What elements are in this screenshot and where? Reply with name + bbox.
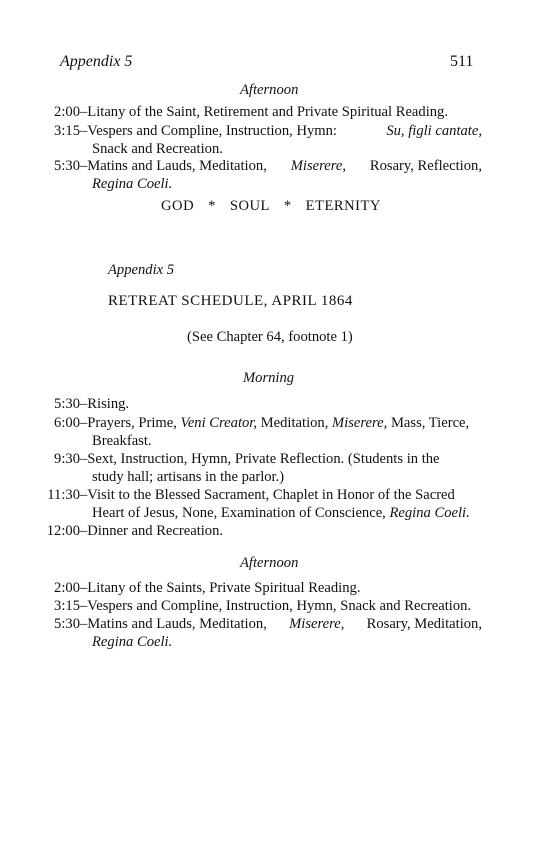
schedule-entry: 5:30–Matins and Lauds, Meditation, Miserere, Rosary, Meditation, Regina Coeli. (40, 615, 482, 651)
schedule-entry: 3:15–Vespers and Compline, Instruction, Hymn: Su, figli cantate, Snack and Recreation. (40, 122, 482, 158)
entry-time: 2:00 (54, 580, 80, 596)
schedule-entry: 6:00–Prayers, Prime, Veni Creator, Meditation, Miserere, Mass, Tierce, Breakfast. (40, 414, 482, 450)
schedule-entry: 2:00–Litany of the Saints, Private Spiritual Reading. (40, 579, 482, 597)
section-title-afternoon-top: Afternoon (240, 82, 299, 98)
schedule-entry: 11:30–Visit to the Blessed Sacrament, Chaplet in Honor of the Sacred Heart of Jesus, None, Examination of Conscience, Regina Coeli. (40, 486, 482, 522)
page-number: 511 (450, 53, 474, 70)
section-title-afternoon-bottom: Afternoon (240, 555, 299, 571)
entry-time: 5:30 (54, 396, 80, 412)
schedule-entry: 5:30–Rising. (40, 395, 482, 413)
entry-time: 6:00 (54, 415, 80, 431)
entry-time: 3:15 (54, 598, 80, 614)
entry-time: 2:00 (54, 104, 80, 120)
entry-text: Litany of the Saint, Retirement and Private Spiritual Reading. (87, 104, 449, 120)
entry-time: 9:30 (54, 451, 80, 467)
schedule-entry: 3:15–Vespers and Compline, Instruction, Hymn, Snack and Recreation. (40, 597, 482, 615)
entry-time: 12:00 (46, 523, 80, 539)
section-title-morning: Morning (243, 370, 295, 386)
running-header-left: Appendix 5 (60, 53, 133, 70)
schedule-entry: 12:00–Dinner and Recreation. (40, 522, 482, 540)
appendix-note: (See Chapter 64, footnote 1) (187, 329, 353, 345)
schedule-entry: 9:30–Sext, Instruction, Hymn, Private Reflection. (Students in the study hall; artisans in the parlor.) (40, 450, 482, 486)
entry-time: 5:30 (54, 158, 80, 174)
schedule-entry: 5:30–Matins and Lauds, Meditation, Miserere, Rosary, Reflection, Regina Coeli. (40, 157, 482, 193)
appendix-label: Appendix 5 (108, 262, 175, 278)
entry-time: 5:30 (54, 616, 80, 632)
appendix-title: RETREAT SCHEDULE, APRIL 1864 (108, 293, 353, 309)
entry-time: 3:15 (54, 123, 80, 139)
motto: GOD * SOUL * ETERNITY (161, 198, 381, 214)
schedule-entry: 2:00–Litany of the Saint, Retirement and Private Spiritual Reading. (40, 103, 482, 121)
entry-time: 11:30 (47, 487, 80, 503)
